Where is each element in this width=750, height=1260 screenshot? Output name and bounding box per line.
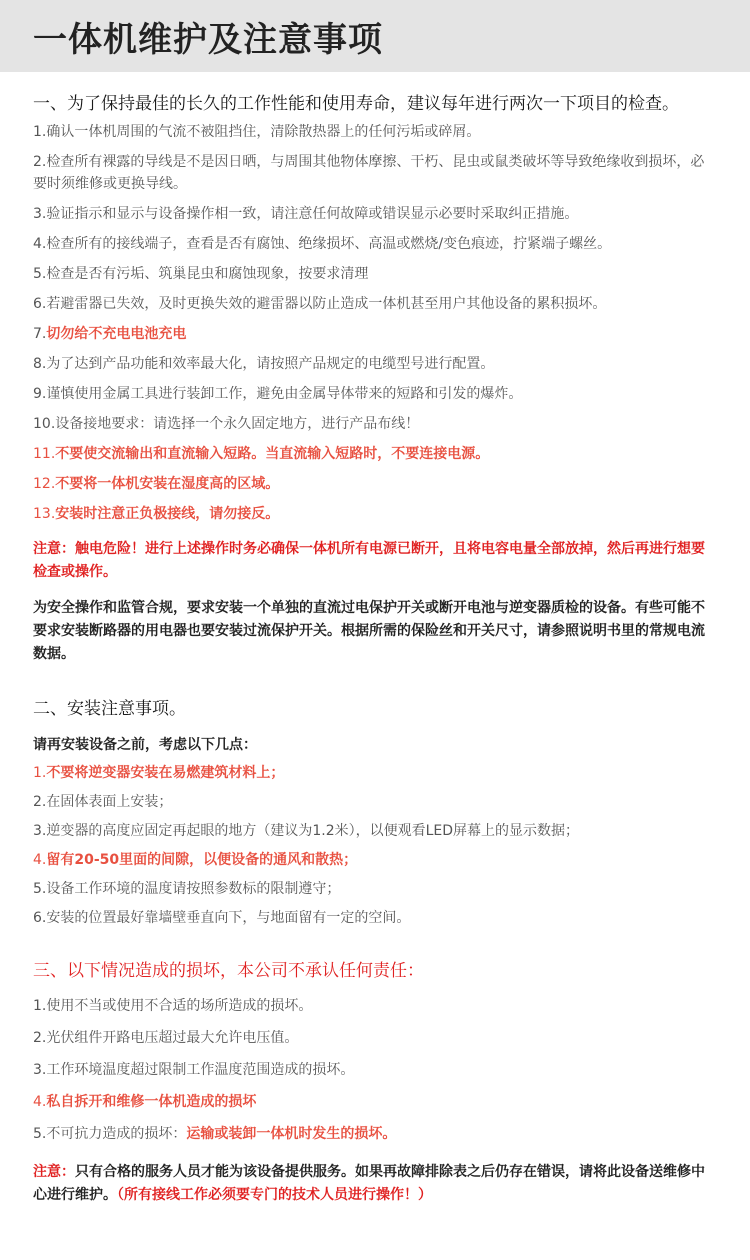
- list-item-warning: [33, 849, 716, 871]
- list-item: 3.逆变器的高度应固定再起眼的地方（建议为1.2米），以便观看LED屏幕上的显示数据；: [33, 823, 580, 839]
- item-text: 运输或装卸一体机时发生的损坏。: [186, 1126, 397, 1142]
- list-item: 2.在固体表面上安装；: [33, 794, 173, 810]
- list-item: 5.设备工作环境的温度请按照参数标的限制遵守；: [33, 881, 341, 897]
- page-header: [0, 0, 750, 72]
- list-item: 10.设备接地要求：请选择一个永久固定地方，进行产品布线！: [33, 416, 420, 432]
- list-item: 6.安装的位置最好靠墙壁垂直向下，与地面留有一定的空间。: [33, 910, 411, 926]
- list-item-warning: [33, 443, 716, 465]
- item-text: 私自拆开和维修一体机造成的损坏: [46, 1094, 257, 1110]
- section2-title: 二、安装注意事项。: [33, 699, 186, 719]
- list-item-warning: [33, 1091, 716, 1113]
- shock-warning: [33, 538, 716, 584]
- list-item: 1.使用不当或使用不合适的场所造成的损坏。: [33, 998, 313, 1014]
- item-number: 4.: [33, 852, 47, 868]
- list-item: 5.检查是否有污垢、筑巢昆虫和腐蚀现象，按要求清理: [33, 266, 369, 282]
- safety-notice: 为安全操作和监管合规，要求安装一个单独的直流过电保护开关或断开电池与逆变器质检的设备。有些可能不要求安装断路器的用电器也要安装过流保护开关。根据所需的保险丝和开关尺寸，请参照说明书里的常规电流数据。: [33, 600, 705, 662]
- section1-title: 一、为了保持最佳的长久的工作性能和使用寿命，建议每年进行两次一下项目的检查。: [33, 94, 679, 114]
- item-text: 安装时注意正负极接线，请勿接反。: [55, 506, 280, 522]
- section3-title: 三、以下情况造成的损坏，本公司不承认任何责任：: [33, 961, 424, 981]
- list-item: 2.检查所有裸露的导线是不是因日晒，与周围其他物体摩擦、干朽、昆虫或鼠类破坏等导致绝缘收到损坏，必要时须维修或更换导线。: [33, 154, 705, 192]
- main-content: [0, 89, 750, 1207]
- list-item-warning: [33, 503, 716, 525]
- item-number: 13.: [33, 506, 56, 522]
- page-title: 一体机维护及注意事项: [33, 19, 383, 60]
- item-number: 7.: [33, 326, 47, 342]
- note-text: 只有合格的服务人员才能为该设备提供服务。如果再故障排除表之后仍存在错误，请将此设备送维修中心进行维护。: [33, 1164, 705, 1203]
- list-item: 6.若避雷器已失效，及时更换失效的避雷器以防止造成一体机甚至用户其他设备的累积损坏。: [33, 296, 607, 312]
- item-text: 不要将逆变器安装在易燃建筑材料上；: [46, 765, 285, 781]
- service-note: [33, 1161, 716, 1207]
- list-item: 3.验证指示和显示与设备操作相一致，请注意任何故障或错误显示必要时采取纠正措施。: [33, 206, 579, 222]
- shock-warning-text: 注意：触电危险！进行上述操作时务必确保一体机所有电源已断开，且将电容电量全部放掉，然后再进行想要检查或操作。: [33, 541, 705, 580]
- item-text: 留有20-50里面的间隙，以便设备的通风和散热；: [46, 852, 358, 868]
- item-number: 4.: [33, 1094, 47, 1110]
- item-number: 11.: [33, 446, 56, 462]
- item-text: 不要将一体机安装在湿度高的区域。: [55, 476, 280, 492]
- list-item: 2.光伏组件开路电压超过最大允许电压值。: [33, 1030, 299, 1046]
- list-item-warning: [33, 323, 716, 345]
- note-red-text: （所有接线工作必须要专门的技术人员进行操作！）: [117, 1187, 432, 1203]
- item-number: 1.: [33, 765, 47, 781]
- note-label: 注意：: [33, 1164, 75, 1180]
- section2-intro: 请再安装设备之前，考虑以下几点：: [33, 737, 257, 753]
- list-item: 8.为了达到产品功能和效率最大化，请按照产品规定的电缆型号进行配置。: [33, 356, 495, 372]
- list-item: 9.谨慎使用金属工具进行装卸工作，避免由金属导体带来的短路和引发的爆炸。: [33, 386, 523, 402]
- list-item: 4.检查所有的接线端子，查看是否有腐蚀、绝缘损坏、高温或燃烧/变色痕迹，拧紧端子螺丝。: [33, 236, 612, 252]
- item-text: 切勿给不充电电池充电: [46, 326, 187, 342]
- item-prefix: 5.不可抗力造成的损坏：: [33, 1126, 187, 1142]
- list-item: [33, 1123, 716, 1145]
- item-text: 不要使交流输出和直流输入短路。当直流输入短路时，不要连接电源。: [55, 446, 490, 462]
- list-item-warning: [33, 762, 716, 784]
- list-item: 3.工作环境温度超过限制工作温度范围造成的损坏。: [33, 1062, 355, 1078]
- item-number: 12.: [33, 476, 56, 492]
- list-item-warning: [33, 473, 716, 495]
- list-item: 1.确认一体机周围的气流不被阻挡住，清除散热器上的任何污垢或碎屑。: [33, 124, 481, 140]
